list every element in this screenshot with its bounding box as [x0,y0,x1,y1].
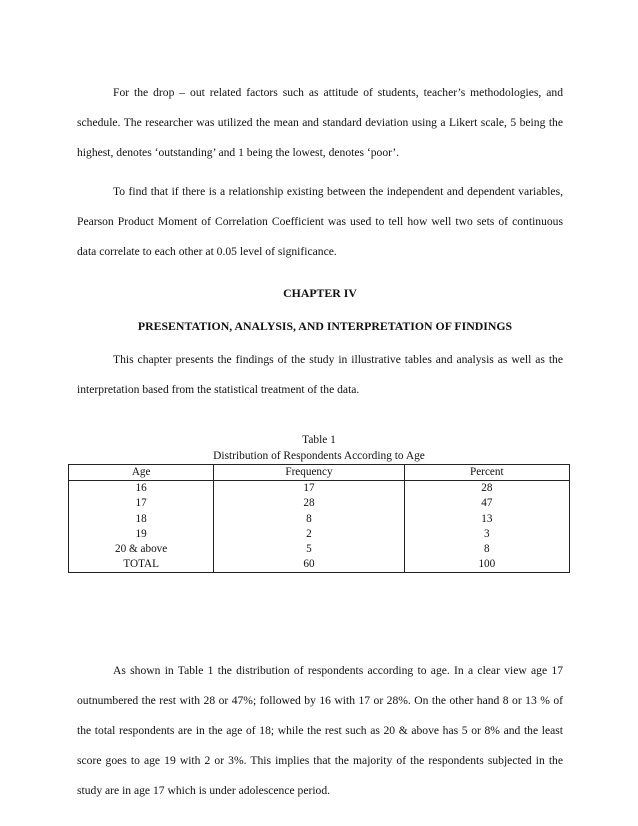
cell-age: TOTAL [69,557,214,573]
cell-frequency: 28 [214,496,404,511]
cell-age: 17 [69,496,214,511]
cell-age: 18 [69,512,214,527]
header-percent: Percent [404,465,569,481]
header-frequency: Frequency [214,465,404,481]
cell-age: 19 [69,527,214,542]
cell-percent: 28 [404,481,569,497]
cell-percent: 47 [404,496,569,511]
table-total-row [69,557,570,573]
chapter-title: CHAPTER IV [283,286,357,300]
table-row [69,512,570,527]
paragraph-chapter-intro: This chapter presents the findings of the study in illustrative tables and analysis as well as the interpretation based from the statistical treatment of the data. [77,353,563,396]
cell-frequency: 5 [214,542,404,557]
paragraph-methodology: For the drop – out related factors such as attitude of students, teacher’s methodologies, and schedule. The researcher was utilized the mean and standard deviation using a Likert scale, 5 being the highest, denotes ‘outstanding’ and 1 being the lowest, denotes ‘poor’. [77,86,563,159]
section-title: PRESENTATION, ANALYSIS, AND INTERPRETATION OF FINDINGS [137,319,513,333]
cell-age: 16 [69,481,214,497]
cell-frequency: 8 [214,512,404,527]
age-distribution-table [68,464,570,573]
table-row [69,481,570,497]
cell-age: 20 & above [69,542,214,557]
cell-frequency: 17 [214,481,404,497]
table-row [69,527,570,542]
cell-frequency: 60 [214,557,404,573]
table-row [69,542,570,557]
table-header-row [69,465,570,481]
header-age: Age [69,465,214,481]
paragraph-table-analysis: As shown in Table 1 the distribution of respondents according to age. In a clear view age 17 outnumbered the rest with 28 or 47%; followed by 16 with 17 or 28%. On the other hand 8 or 13 % of the total respondents are in the age of 18; while the rest such as 20 & above has 5 or 8% and the least score goes to age 19 with 2 or 3%. This implies that the majority of the respondents subjected in the study are in age 17 which is under adolescence period. [77,664,563,797]
cell-percent: 13 [404,512,569,527]
cell-frequency: 2 [214,527,404,542]
cell-percent: 3 [404,527,569,542]
table-caption: Distribution of Respondents According to Age [213,450,425,462]
cell-percent: 100 [404,557,569,573]
table-label: Table 1 [302,434,336,446]
cell-percent: 8 [404,542,569,557]
table-row [69,496,570,511]
paragraph-correlation: To find that if there is a relationship existing between the independent and dependent variables, Pearson Product Moment of Correlation Coefficient was used to tell how well two sets of continuous data correlate to each other at 0.05 level of significance. [77,185,563,258]
